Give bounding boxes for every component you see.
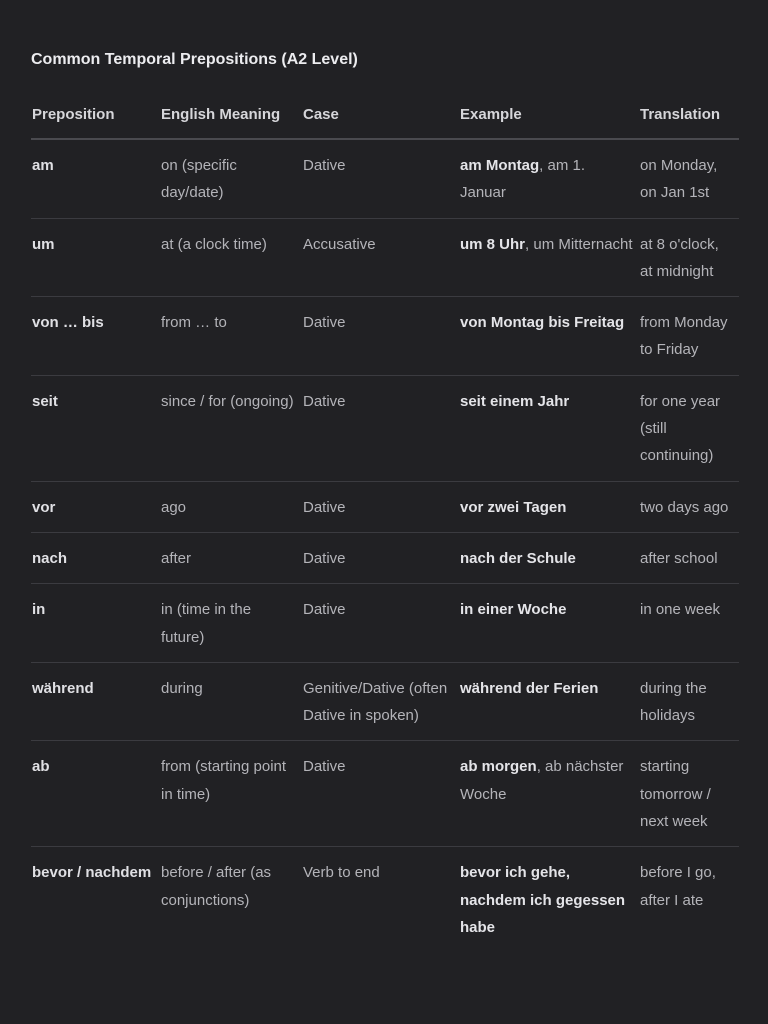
cell-case: Genitive/Dative (often Dative in spoken): [302, 662, 459, 741]
cell-preposition: vor: [31, 481, 160, 532]
cell-case: Dative: [302, 532, 459, 583]
cell-meaning: after: [160, 532, 302, 583]
cell-preposition: bevor / nachdem: [32, 864, 152, 882]
example-rest: , ab nächster Woche: [460, 758, 624, 803]
example-rest: , um Mitternacht: [525, 235, 633, 253]
cell-case: Dative: [302, 584, 459, 663]
cell-meaning: in (time in the future): [160, 584, 302, 663]
cell-translation: at 8 o'clock, at midnight: [639, 218, 739, 297]
cell-meaning: from … to: [160, 297, 302, 376]
cell-meaning: during: [160, 662, 302, 741]
cell-translation: after school: [639, 532, 739, 583]
cell-case: Dative: [302, 139, 459, 218]
cell-example: [459, 847, 639, 952]
header-translation: Translation: [639, 99, 739, 139]
cell-translation: during the holidays: [639, 662, 739, 741]
cell-meaning: since / for (ongoing): [160, 375, 302, 481]
cell-preposition: seit: [31, 375, 160, 481]
example-bold: während der Ferien: [460, 679, 599, 697]
cell-example: [459, 741, 639, 847]
cell-case: Dative: [302, 375, 459, 481]
table-row: [31, 532, 739, 583]
cell-preposition: während: [31, 662, 160, 741]
cell-example: [459, 532, 639, 583]
table-row: [31, 662, 739, 741]
cell-preposition: um: [31, 218, 160, 297]
header-meaning: English Meaning: [160, 99, 302, 139]
table-row: [31, 375, 739, 481]
cell-translation: in one week: [639, 584, 739, 663]
cell-preposition: in: [31, 584, 160, 663]
table-header-row: [31, 99, 739, 139]
table-row: [31, 847, 739, 952]
table-row: [31, 297, 739, 376]
example-bold: ab morgen: [460, 758, 537, 776]
cell-meaning: on (specific day/date): [160, 139, 302, 218]
cell-example: [459, 584, 639, 663]
cell-case: Accusative: [302, 218, 459, 297]
table-row: [31, 481, 739, 532]
table-title: Common Temporal Prepositions (A2 Level): [31, 51, 358, 68]
cell-meaning: before / after (as conjunctions): [161, 864, 272, 909]
cell-translation: before I go, after I ate: [640, 864, 716, 909]
cell-example: [459, 139, 639, 218]
cell-example: [459, 297, 639, 376]
prepositions-table: [31, 99, 739, 952]
cell-case: Dative: [302, 297, 459, 376]
example-rest: , am 1. Januar: [460, 157, 586, 202]
table-row: [31, 139, 739, 218]
cell-translation: on Monday, on Jan 1st: [639, 139, 739, 218]
table-row: [31, 218, 739, 297]
cell-preposition: am: [31, 139, 160, 218]
cell-case: Verb to end: [303, 864, 380, 882]
cell-example: [459, 375, 639, 481]
cell-translation: from Monday to Friday: [639, 297, 739, 376]
cell-meaning: from (starting point in time): [160, 741, 302, 847]
cell-preposition: von … bis: [31, 297, 160, 376]
cell-case: Dative: [302, 741, 459, 847]
example-bold: bevor ich gehe, nachdem ich gegessen habe: [460, 864, 626, 936]
cell-translation: for one year (still continuing): [639, 375, 739, 481]
cell-case: Dative: [302, 481, 459, 532]
example-bold: nach der Schule: [460, 549, 576, 567]
cell-translation: two days ago: [639, 481, 739, 532]
cell-translation: starting tomorrow / next week: [639, 741, 739, 847]
example-bold: um 8 Uhr: [460, 235, 526, 253]
header-preposition: Preposition: [31, 99, 160, 139]
cell-example: [459, 481, 639, 532]
example-bold: am Montag: [460, 157, 540, 174]
example-bold: in einer Woche: [460, 601, 567, 619]
table-row: [31, 584, 739, 663]
example-bold: vor zwei Tagen: [460, 498, 567, 516]
example-bold: von Montag bis Freitag: [460, 314, 625, 332]
table-row: [31, 741, 739, 847]
cell-example: [459, 218, 639, 297]
cell-example: [459, 662, 639, 741]
cell-preposition: nach: [31, 532, 160, 583]
cell-preposition: ab: [31, 741, 160, 847]
cell-meaning: ago: [160, 481, 302, 532]
header-case: Case: [302, 99, 459, 139]
cell-meaning: at (a clock time): [160, 218, 302, 297]
header-example: Example: [459, 99, 639, 139]
example-bold: seit einem Jahr: [460, 392, 570, 410]
